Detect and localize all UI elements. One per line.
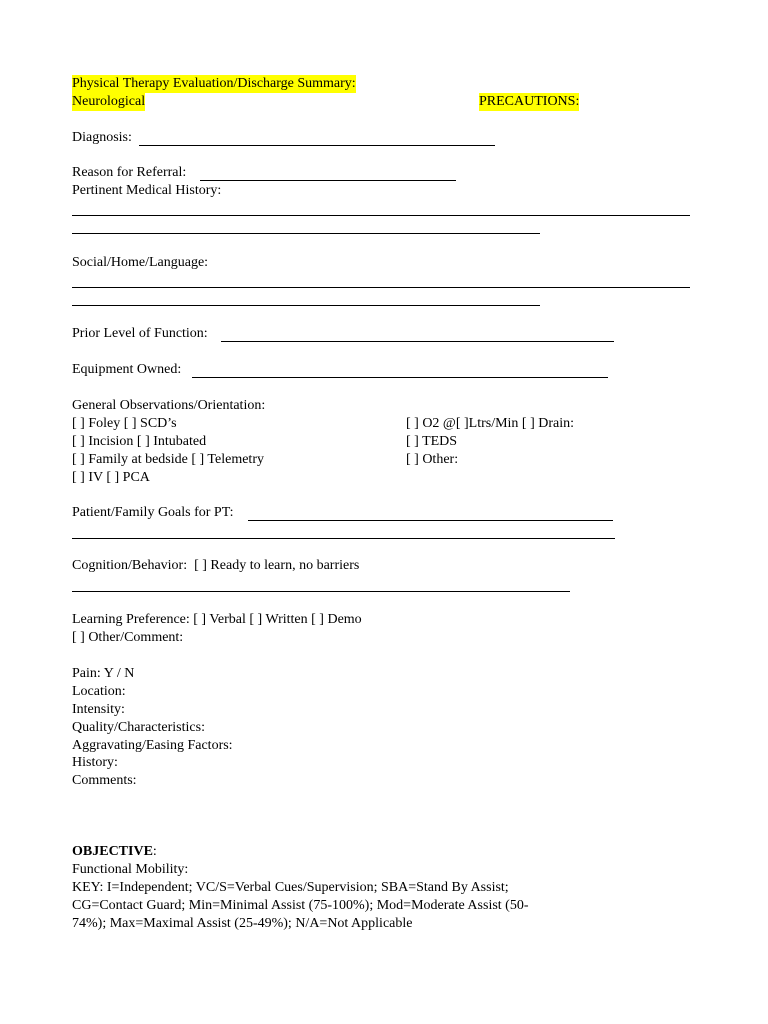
precautions-label: PRECAUTIONS: (479, 94, 580, 109)
functional-mobility-label: Functional Mobility: (72, 862, 189, 877)
key-line: KEY: I=Independent; VC/S=Verbal Cues/Supervision; SBA=Stand By Assist; (72, 880, 509, 895)
social-line-1[interactable] (72, 287, 690, 288)
pain-yes-no[interactable]: Pain: Y / N (72, 666, 135, 681)
diagnosis-line[interactable] (139, 145, 495, 146)
key-line: 74%); Max=Maximal Assist (25-49%); N/A=Not Applicable (72, 916, 413, 931)
goals-line-1[interactable] (248, 520, 613, 521)
pain-quality-label: Quality/Characteristics: (72, 720, 205, 735)
social-home-language-label: Social/Home/Language: (72, 255, 209, 270)
observation-checkbox-row[interactable]: [ ] Incision [ ] Intubated (72, 434, 207, 449)
prior-level-function-label: Prior Level of Function: (72, 326, 208, 341)
objective-heading-text: OBJECTIVE (72, 844, 153, 859)
general-observations-heading: General Observations/Orientation: (72, 398, 266, 413)
key-line: CG=Contact Guard; Min=Minimal Assist (75-100%); Mod=Moderate Assist (50- (72, 898, 529, 913)
equipment-owned-line[interactable] (192, 377, 608, 378)
pain-location-label: Location: (72, 684, 126, 699)
reason-for-referral-line[interactable] (200, 180, 456, 181)
cognition-label[interactable]: Cognition/Behavior: [ ] Ready to learn, no barriers (72, 558, 360, 573)
diagnosis-label: Diagnosis: (72, 130, 132, 145)
pertinent-history-line-1[interactable] (72, 215, 690, 216)
cognition-line[interactable] (72, 591, 570, 592)
equipment-owned-label: Equipment Owned: (72, 362, 182, 377)
learning-other-row[interactable]: [ ] Other/Comment: (72, 630, 184, 645)
pain-comments-label: Comments: (72, 773, 137, 788)
form-title: Physical Therapy Evaluation/Discharge Summary: (72, 76, 356, 91)
social-line-2[interactable] (72, 305, 540, 306)
observation-checkbox-row[interactable]: [ ] Foley [ ] SCD’s (72, 416, 177, 431)
goals-line-2[interactable] (72, 538, 615, 539)
pertinent-history-line-2[interactable] (72, 233, 540, 234)
goals-label: Patient/Family Goals for PT: (72, 505, 234, 520)
observation-checkbox-row[interactable]: [ ] Family at bedside [ ] Telemetry (72, 452, 264, 467)
pertinent-history-label: Pertinent Medical History: (72, 183, 222, 198)
observation-checkbox-row[interactable]: [ ] O2 @[ ]Ltrs/Min [ ] Drain: (406, 416, 575, 431)
prior-level-function-line[interactable] (221, 341, 614, 342)
pain-history-label: History: (72, 755, 118, 770)
objective-heading (72, 843, 157, 861)
learning-preference-row[interactable]: Learning Preference: [ ] Verbal [ ] Written [ ] Demo (72, 612, 362, 627)
reason-for-referral-label: Reason for Referral: (72, 165, 187, 180)
pain-intensity-label: Intensity: (72, 702, 125, 717)
observation-checkbox-row[interactable]: [ ] TEDS (406, 434, 458, 449)
pain-aggravating-label: Aggravating/Easing Factors: (72, 738, 233, 753)
observation-checkbox-row[interactable]: [ ] Other: (406, 452, 459, 467)
observation-checkbox-row[interactable]: [ ] IV [ ] PCA (72, 470, 150, 485)
objective-colon: : (152, 844, 157, 859)
form-subtitle: Neurological (72, 94, 146, 109)
